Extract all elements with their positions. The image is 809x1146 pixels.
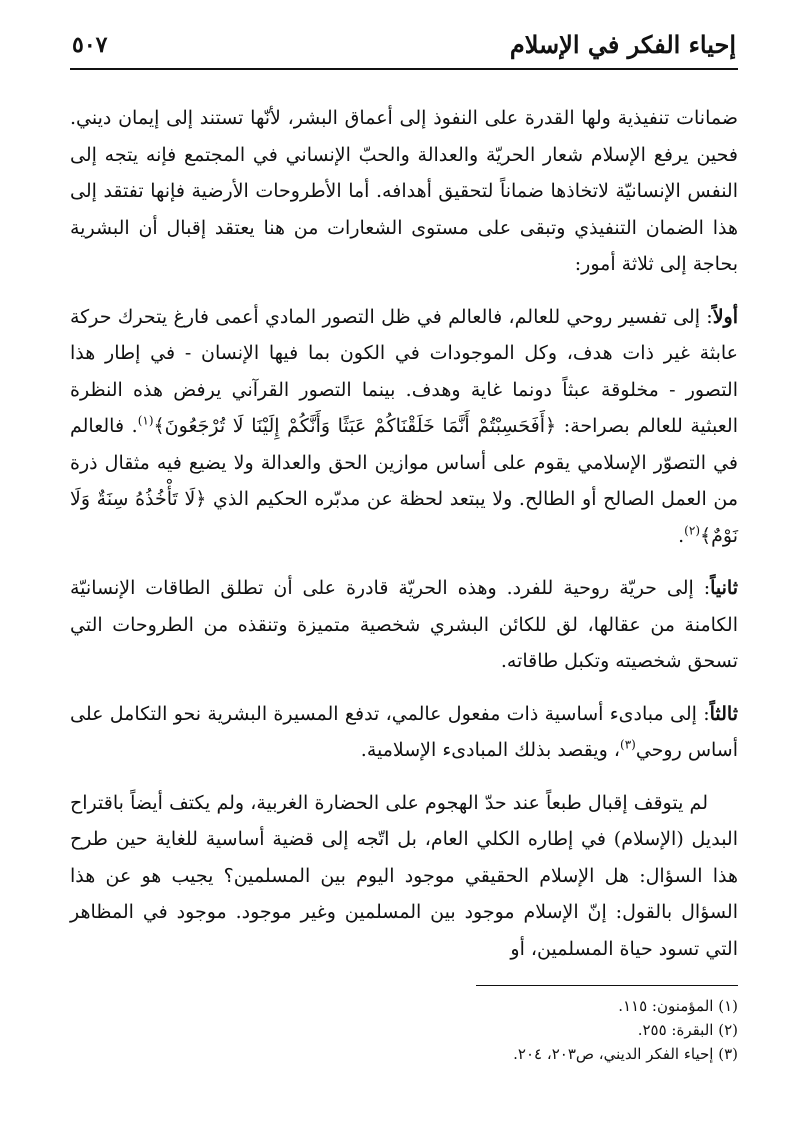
paragraph-2 (70, 299, 738, 555)
quran-quote-2: ﴿لَا تَأْخُذُهُ سِنَةٌ وَلَا نَوْمٌ﴾ (70, 488, 738, 547)
paragraph-2-text-b: . فالعالم في التصوّر الإسلامي يقوم على أساس موازين الحق والعدالة ولا يضيع فيه مثقال ذرة من العمل الصالح أو الطالح. ولا يبتعد لحظة عن مدبّره الحكيم الذي (70, 415, 738, 510)
footnote-2: (٢) البقرة: ٢٥٥. (637, 1021, 738, 1039)
paragraph-4-text-b: ، ويقصد بذلك المبادىء الإسلامية. (360, 739, 621, 761)
footnote-ref-2: (٢) (684, 523, 700, 538)
footnote-rule (476, 985, 738, 986)
paragraph-2-text-a: : إلى تفسير روحي للعالم، فالعالم في ظل التصور المادي أعمى فارغ يتحرك حركة عابثة غير ذات هدف، وكل الموجودات في الكون بما فيها الإنسان - في إطار هذا التصور - مخلوقة عبثاً دونما غاية وهدف. بينما التصور القرآني يرفض هذه النظرة العبثية للعالم بصراحة: (70, 305, 738, 437)
book-page (70, 28, 738, 1128)
page-number: ٥٠٧ (72, 32, 108, 58)
page-header (70, 28, 738, 62)
footnote-1: (١) المؤمنون: ١١٥. (618, 997, 738, 1015)
paragraph-2-end: . (678, 524, 685, 547)
quran-quote-1: ﴿أَفَحَسِبْتُمْ أَنَّمَا خَلَقْنَاكُمْ عَبَثًا وَأَنَّكُمْ إِلَيْنَا لَا تُرْجَعُونَ﴾ (153, 415, 557, 437)
paragraph-5: لم يتوقف إقبال طبعاً عند حدّ الهجوم على الحضارة الغربية، ولم يكتف أيضاً باقتراح البديل (الإسلام) في إطاره الكلي العام، بل اتّجه إلى قضية أساسية للغاية حين طرح هذا السؤال: هل الإسلام الحقيقي موجود اليوم بين المسلمين؟ يجيب هو عن هذا السؤال بالقول: إنّ الإسلام موجود بين المسلمين وغير موجود. موجود في المظاهر التي تسود حياة المسلمين، أو (70, 791, 738, 960)
footnotes (70, 994, 738, 1066)
lead-first: أولاً (712, 305, 738, 328)
running-title: إحياء الفكر في الإسلام (509, 30, 736, 59)
paragraph-3-text: : إلى حريّة روحية للفرد. وهذه الحريّة قادرة على أن تطلق الطاقات الإنسانيّة الكامنة من عقالها، لق للكائن البشري شخصية متميزة وتنقذه من الطروحات التي تسحق شخصيته وتكبل طاقاته. (70, 577, 738, 672)
lead-second: ثانياً (710, 577, 738, 599)
body-text (70, 100, 738, 967)
paragraph-4-text-a: : إلى مبادىء أساسية ذات مفعول عالمي، تدفع المسيرة البشرية نحو التكامل على أساس روحي (70, 702, 738, 761)
footnote-3: (٣) إحياء الفكر الديني، ص٢٠٣، ٢٠٤. (513, 1045, 738, 1063)
footnote-ref-1: (١) (137, 413, 154, 428)
lead-third: ثالثاً (709, 702, 738, 725)
footnote-ref-3: (٣) (620, 737, 636, 752)
paragraph-3 (70, 570, 738, 680)
header-rule (70, 68, 738, 70)
paragraph-4 (70, 696, 738, 769)
paragraph-1: ضمانات تنفيذية ولها القدرة على النفوذ إلى أعماق البشر، لأنّها تستند إلى إيمان ديني. فحين يرفع الإسلام شعار الحريّة والعدالة والحبّ الإنساني في المجتمع فإنه يتجه إلى النفس الإنسانيّة لاتخاذها ضماناً لتحقيق أهدافه. أما الأطروحات الأرضية فإنها تفتقد إلى هذا الضمان التنفيذي وتبقى على مستوى الشعارات من هنا يعتقد إقبال أن البشرية بحاجة إلى ثلاثة أمور: (70, 107, 738, 275)
